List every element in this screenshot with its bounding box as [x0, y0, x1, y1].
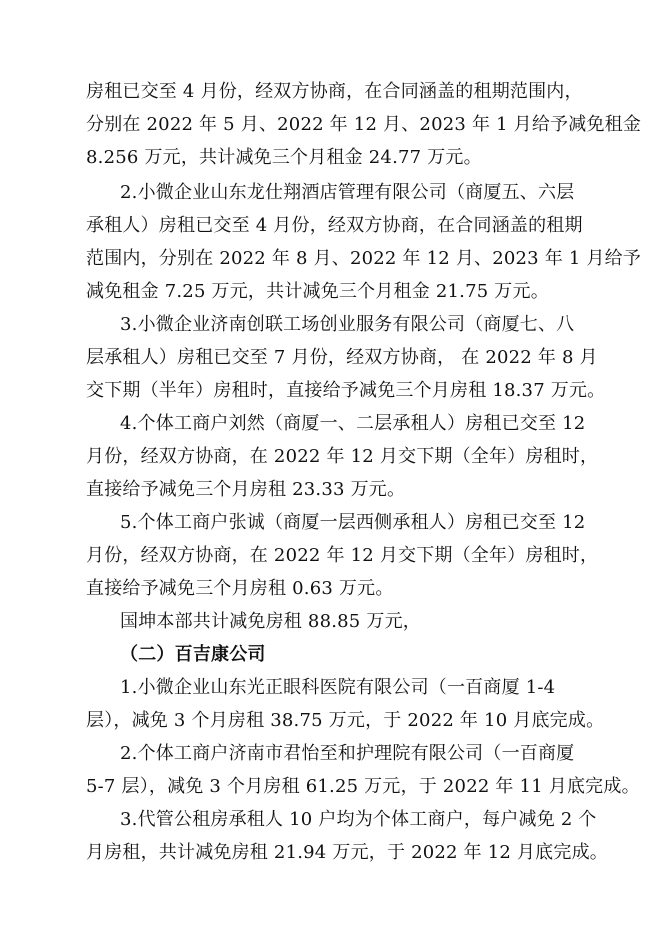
- section-heading-baijikang: （二）百吉康公司: [120, 644, 266, 665]
- paragraph-1-line-1: 房租已交至 4 月份，经双方协商，在合同涵盖的租期范围内，: [86, 81, 583, 102]
- paragraph-1-line-2: 分别在 2022 年 5 月、2022 年 12 月、2023 年 1 月给予减免租金: [86, 114, 642, 135]
- item-2-line-2: 承租人）房租已交至 4 月份，经双方协商，在合同涵盖的租期: [86, 215, 583, 236]
- item-3-line-3: 交下期（半年）房租时，直接给予减免三个月房租 18.37 万元。: [86, 380, 606, 401]
- item-4-line-3: 直接给予减免三个月房租 23.33 万元。: [86, 479, 406, 500]
- item-3-line-2: 层承租人）房租已交至 7 月份，经双方协商， 在 2022 年 8 月: [86, 347, 598, 368]
- item-5-line-2: 月份，经双方协商，在 2022 年 12 月交下期（全年）房租时，: [86, 545, 599, 566]
- item-4-line-1: 4.个体工商户刘然（商厦一、二层承租人）房租已交至 12: [120, 413, 586, 434]
- total-line: 国坤本部共计减免房租 88.85 万元，: [120, 611, 421, 632]
- item-2-line-1: 2.小微企业山东龙仕翔酒店管理有限公司（商厦五、六层: [120, 182, 575, 203]
- baijikang-item-3-line-2: 月房租，共计减免房租 21.94 万元，于 2022 年 12 月底完成。: [86, 842, 608, 863]
- baijikang-item-2-line-1: 2.个体工商户济南市君怡至和护理院有限公司（一百商厦: [120, 743, 575, 764]
- item-5-line-1: 5.个体工商户张诚（商厦一层西侧承租人）房租已交至 12: [120, 512, 586, 533]
- item-2-line-4: 减免租金 7.25 万元，共计减免三个月租金 21.75 万元。: [86, 281, 549, 302]
- paragraph-1-line-3: 8.256 万元，共计减免三个月租金 24.77 万元。: [86, 147, 482, 168]
- baijikang-item-1-line-1: 1.小微企业山东光正眼科医院有限公司（一百商厦 1-4: [120, 677, 556, 698]
- item-3-line-1: 3.小微企业济南创联工场创业服务有限公司（商厦七、八: [120, 314, 575, 335]
- baijikang-item-3-line-1: 3.代管公租房承租人 10 户均为个体工商户，每户减免 2 个: [120, 809, 597, 830]
- item-2-line-3: 范围内，分别在 2022 年 8 月、2022 年 12 月、2023 年 1 月给予: [86, 248, 642, 269]
- baijikang-item-1-line-2: 层），减免 3 个月房租 38.75 万元，于 2022 年 10 月底完成。: [86, 710, 605, 731]
- item-5-line-3: 直接给予减免三个月房租 0.63 万元。: [86, 578, 394, 599]
- baijikang-item-2-line-2: 5-7 层），减免 3 个月房租 61.25 万元，于 2022 年 11 月底完成。: [86, 776, 640, 797]
- item-4-line-2: 月份，经双方协商，在 2022 年 12 月交下期（全年）房租时，: [86, 446, 599, 467]
